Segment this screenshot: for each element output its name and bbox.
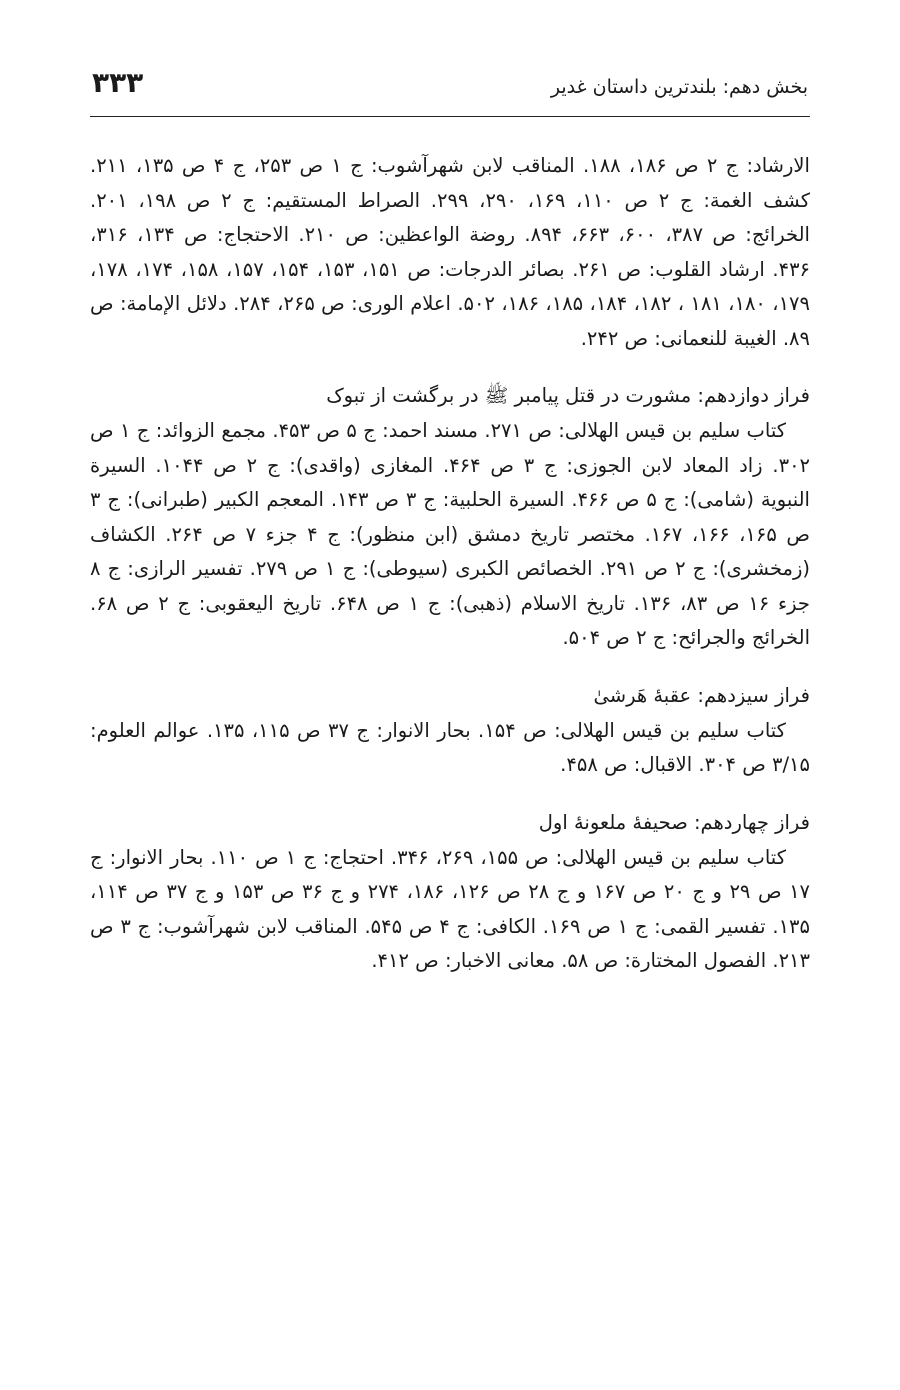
running-header (90, 62, 810, 117)
section-body: کتاب سلیم بن قیس الهلالی: ص ۲۷۱. مسند احمد: ج ۵ ص ۴۵۳. مجمع الزوائد: ج ۱ ص ۳۰۲. زاد المعاد لابن الجوزی: ج ۳ ص ۴۶۴. المغازی (واقدی): ج ۲ ص ۱۰۴۴. السیرة النبویة (شامی): ج ۵ ص ۴۶۶. السیرة الحلبیة: ج ۳ ص ۱۴۳. المعجم الکبیر (طبرانی): ج ۳ ص ۱۶۵، ۱۶۶، ۱۶۷. مختصر تاریخ دمشق (ابن منظور): ج ۴ جزء ۷ ص ۲۶۴. الکشاف (زمخشری): ج ۲ ص ۲۹۱. الخصائص الکبری (سیوطی): ج ۱ ص ۲۷۹. تفسیر الرازی: ج ۸ جزء ۱۶ ص ۸۳، ۱۳۶. تاریخ الاسلام (ذهبی): ج ۱ ص ۶۴۸. تاریخ الیعقوبی: ج ۲ ص ۶۸. الخرائج والجرائح: ج ۲ ص ۵۰۴. (90, 419, 811, 649)
section-heading: فراز چهاردهم: صحیفهٔ ملعونهٔ اول (538, 810, 810, 834)
section-thirteenth (90, 678, 810, 783)
running-title: بخش دهم: بلندترین داستان غدیر (550, 76, 808, 98)
section-body: کتاب سلیم بن قیس الهلالی: ص ۱۵۵، ۲۶۹، ۳۴۶. احتجاج: ج ۱ ص ۱۱۰. بحار الانوار: ج ۱۷ ص ۲۹ و ج ۲۰ ص ۱۶۷ و ج ۲۸ ص ۱۲۶، ۱۸۶، ۲۷۴ و ج ۳۶ ص ۱۵۳ و ج ۳۷ ص ۱۱۴، ۱۳۵. تفسیر القمی: ج ۱ ص ۱۶۹. الکافی: ج ۴ ص ۵۴۵. المناقب لابن شهرآشوب: ج ۳ ص ۲۱۳. الفصول المختارة: ص ۵۸. معانی الاخبار: ص ۴۱۲. (90, 845, 811, 972)
page-content (90, 117, 810, 979)
book-page (90, 62, 810, 1362)
section-heading: فراز دوازدهم: مشورت در قتل پیامبر ﷺ در برگشت از تبوک (326, 384, 810, 407)
page-number: ۳۳۳ (92, 66, 144, 99)
section-heading: فراز سیزدهم: عقبهٔ هَرشیٰ (593, 683, 810, 707)
section-twelfth (90, 378, 810, 656)
section-fourteenth (90, 805, 810, 979)
intro-paragraph: الارشاد: ج ۲ ص ۱۸۶، ۱۸۸. المناقب لابن شهرآشوب: ج ۱ ص ۲۵۳، ج ۴ ص ۱۳۵، ۲۱۱. کشف الغمة: ج ۲ ص ۱۱۰، ۱۶۹، ۲۹۰، ۲۹۹. الصراط المستقیم: ج ۲ ص ۱۹۸، ۲۰۱. الخرائج: ص ۳۸۷، ۶۰۰، ۶۶۳، ۸۹۴. روضة الواعظین: ص ۲۱۰. الاحتجاج: ص ۱۳۴، ۳۱۶، ۴۳۶. ارشاد القلوب: ص ۲۶۱. بصائر الدرجات: ص ۱۵۱، ۱۵۳، ۱۵۴، ۱۵۷، ۱۵۸، ۱۷۴، ۱۷۸، ۱۷۹، ۱۸۰، ۱۸۱ ، ۱۸۲، ۱۸۴، ۱۸۵، ۱۸۶، ۵۰۲. اعلام الوری: ص ۲۶۵، ۲۸۴. دلائل الإمامة: ص ۸۹. الغیبة للنعمانی: ص ۲۴۲. (90, 154, 811, 350)
section-body: کتاب سلیم بن قیس الهلالی: ص ۱۵۴. بحار الانوار: ج ۳۷ ص ۱۱۵، ۱۳۵. عوالم العلوم: ۳/۱۵ ص ۳۰۴. الاقبال: ص ۴۵۸. (90, 718, 810, 776)
intro-section (90, 149, 810, 356)
